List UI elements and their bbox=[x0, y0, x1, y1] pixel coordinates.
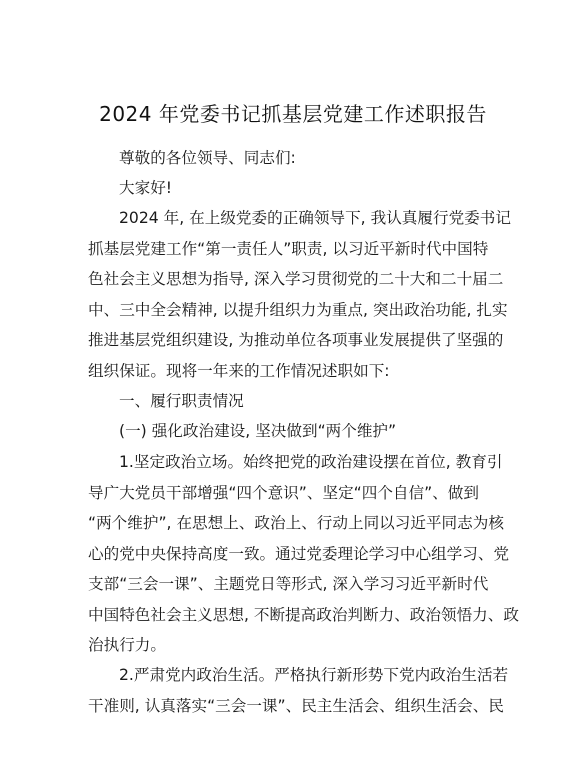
salutation: 尊敬的各位领导、同志们: bbox=[119, 149, 296, 167]
intro-line: 抓基层党建工作“第一责任人”职责, 以习近平新时代中国特 bbox=[88, 239, 489, 258]
item-1-line: 心的党中央保持高度一致。通过党委理论学习中心组学习、党 bbox=[88, 544, 510, 563]
item-1-line: “两个维护”, 在思想上、政治上、行动上同以习近平同志为核 bbox=[88, 514, 504, 532]
intro-line: 2024 年, 在上级党委的正确领导下, 我认真履行党委书记 bbox=[119, 209, 511, 227]
item-1-line: 中国特色社会主义思想, 不断提高政治判断力、政治领悟力、政 bbox=[88, 605, 519, 624]
subsection-heading: (一) 强化政治建设, 坚决做到“两个维护” bbox=[119, 422, 397, 440]
intro-line: 色社会主义思想为指导, 深入学习贯彻党的二十大和二十届二 bbox=[88, 270, 504, 288]
greeting: 大家好! bbox=[119, 179, 173, 197]
item-1-line: 治执行力。 bbox=[88, 636, 166, 654]
document-title: 2024 年党委书记抓基层党建工作述职报告 bbox=[99, 102, 487, 126]
section-heading: 一、履行职责情况 bbox=[119, 392, 244, 410]
item-2-line: 干准则, 认真落实“三会一课”、民主生活会、组织生活会、民 bbox=[88, 696, 504, 715]
intro-line: 推进基层党组织建设, 为推动单位各项事业发展提供了坚强的 bbox=[88, 331, 504, 349]
item-2-paragraph bbox=[88, 660, 509, 721]
item-1-line: 导广大党员干部增强“四个意识”、坚定“四个自信”、做到 bbox=[88, 483, 479, 502]
item-2-line: 2.严肃党内政治生活。严格执行新形势下党内政治生活若 bbox=[119, 666, 509, 684]
intro-paragraph bbox=[88, 203, 511, 386]
item-1-line: 支部“三会一课”、主题党日等形式, 深入学习习近平新时代 bbox=[88, 575, 489, 593]
intro-line: 中、三中全会精神, 以提升组织力为重点, 突出政治功能, 扎实 bbox=[88, 300, 508, 319]
item-1-line: 1.坚定政治立场。始终把党的政治建设摆在首位, 教育引 bbox=[119, 453, 503, 471]
item-1-paragraph bbox=[88, 447, 519, 661]
intro-line: 组织保证。现将一年来的工作情况述职如下: bbox=[88, 361, 390, 380]
